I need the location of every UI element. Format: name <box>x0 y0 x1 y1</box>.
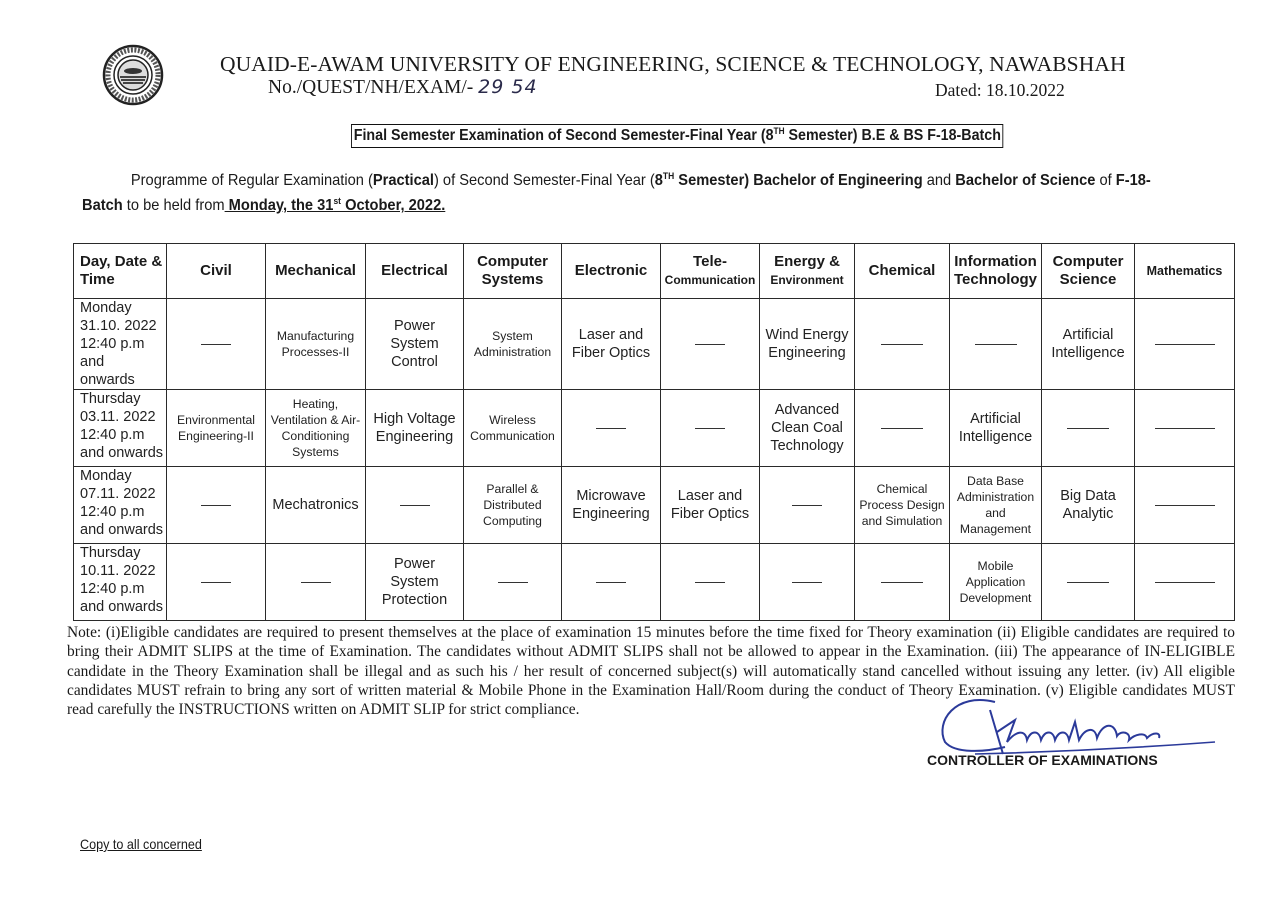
dash-placeholder <box>1067 428 1109 429</box>
column-header-sublabel: Communication <box>664 273 756 287</box>
exam-time: and onwards <box>80 599 164 615</box>
programme-text: ) of Second Semester-Final Year ( <box>433 172 655 189</box>
day-date-time-cell <box>74 299 167 390</box>
column-header-computer-science <box>1042 244 1135 299</box>
column-header-sublabel: Systems <box>481 271 544 288</box>
column-header-label: Computer <box>1052 253 1124 270</box>
day-name: Thursday <box>80 391 141 407</box>
dash-placeholder <box>201 505 231 506</box>
university-name: QUAID-E-AWAM UNIVERSITY OF ENGINEERING, SCIENCE & TECHNOLOGY, NAWABSHAH <box>220 52 1126 76</box>
empty-cell <box>1135 390 1235 467</box>
day-name: Monday <box>80 300 132 316</box>
dash-placeholder <box>301 582 331 583</box>
subject-cell: Parallel & Distributed Computing <box>464 467 562 544</box>
empty-cell <box>855 544 950 621</box>
column-header-label: Energy & <box>774 253 840 270</box>
column-header-label: Civil <box>200 262 232 279</box>
dash-placeholder <box>596 582 626 583</box>
exam-time: 12:40 p.m <box>80 504 145 520</box>
column-header-electronic <box>562 244 661 299</box>
column-header-label: Tele- <box>693 253 727 270</box>
signatory-title: CONTROLLER OF EXAMINATIONS <box>927 752 1158 768</box>
table-row <box>74 299 1235 390</box>
column-header-electrical <box>366 244 464 299</box>
programme-batch-label: Batch <box>82 197 123 214</box>
table-row <box>74 544 1235 621</box>
subject-cell: Power System Control <box>366 299 464 390</box>
exam-title <box>351 124 1004 148</box>
dash-placeholder <box>1155 344 1215 345</box>
column-header-chemical <box>855 244 950 299</box>
empty-cell <box>464 544 562 621</box>
column-header-sublabel: Science <box>1059 271 1117 288</box>
exam-date: 07.11. 2022 <box>80 486 156 502</box>
subject-cell: High Voltage Engineering <box>366 390 464 467</box>
empty-cell <box>562 544 661 621</box>
table-row <box>74 390 1235 467</box>
programme-semester-label: Semester) <box>674 172 750 189</box>
empty-cell <box>366 467 464 544</box>
subject-cell: Environmental Engineering-II <box>167 390 266 467</box>
empty-cell <box>167 544 266 621</box>
column-header-label: Electronic <box>574 262 648 279</box>
reference-number <box>268 76 538 99</box>
day-date-time-cell <box>74 390 167 467</box>
programme-batch: F-18- <box>1115 172 1151 189</box>
dash-placeholder <box>695 428 725 429</box>
empty-cell <box>1042 390 1135 467</box>
subject-cell: Wind Energy Engineering <box>760 299 855 390</box>
empty-cell <box>950 299 1042 390</box>
column-header-label: Mathematics <box>1146 264 1223 278</box>
dash-placeholder <box>498 582 528 583</box>
empty-cell <box>1135 467 1235 544</box>
subject-cell: System Administration <box>464 299 562 390</box>
empty-cell <box>1135 544 1235 621</box>
table-row <box>74 467 1235 544</box>
dash-placeholder <box>695 582 725 583</box>
subject-cell: Heating, Ventilation & Air-Conditioning Systems <box>266 390 366 467</box>
subject-cell: Chemical Process Design and Simulation <box>855 467 950 544</box>
empty-cell <box>1135 299 1235 390</box>
empty-cell <box>661 544 760 621</box>
empty-cell <box>167 467 266 544</box>
column-header-sublabel: Environment <box>770 273 844 287</box>
exam-date: 03.11. 2022 <box>80 409 156 425</box>
column-header-label: Day, Date & <box>80 253 163 270</box>
reference-number-handwritten: 29 54 <box>478 76 538 98</box>
subject-cell: Manufacturing Processes-II <box>266 299 366 390</box>
exam-date: 31.10. 2022 <box>80 318 157 334</box>
empty-cell <box>855 299 950 390</box>
column-header-mathematics <box>1135 244 1235 299</box>
dash-placeholder <box>1155 582 1215 583</box>
exam-title-part1: Final Semester Examination of Second Semester-Final Year (8 <box>353 127 774 144</box>
issue-date: Dated: 18.10.2022 <box>935 80 1065 100</box>
empty-cell <box>562 390 661 467</box>
empty-cell <box>760 544 855 621</box>
column-header-sublabel: Time <box>80 271 115 288</box>
notes-paragraph: Note: (i)Eligible candidates are required to present themselves at the place of examination 15 minutes before the time fixed for Theory examination (ii) Eligible candidates are required to bring their ADMIT SLIPS at the time of Examination. The candidates without ADMIT SLIPS shall not be allowed to appear in the Examination. (iii) The appearance of IN-ELIGIBLE candidate in the Theory Examination shall be illegal and as such his / her result of concerned subject(s) will automatically stand cancelled without issuing any letter. (iv) All eligible candidates MUST refrain to bring any sort of written material & Mobile Phone in the Examination Hall/Room during the conduct of Theory Examination. (v) Eligible candidates MUST read carefully the INSTRUCTIONS written on ADMIT SLIP for strict compliance. <box>67 624 1235 719</box>
dash-placeholder <box>881 582 923 583</box>
subject-cell: Power System Protection <box>366 544 464 621</box>
column-header-tele-communication <box>661 244 760 299</box>
subject-cell: Mobile Application Development <box>950 544 1042 621</box>
day-name: Monday <box>80 468 132 484</box>
dash-placeholder <box>792 505 822 506</box>
column-header-computer-systems <box>464 244 562 299</box>
dash-placeholder <box>1155 505 1215 506</box>
exam-time: 12:40 p.m <box>80 581 145 597</box>
subject-cell: Laser and Fiber Optics <box>661 467 760 544</box>
programme-start-month: October, 2022. <box>340 197 446 214</box>
empty-cell <box>266 544 366 621</box>
subject-cell: Data Base Administration and Management <box>950 467 1042 544</box>
subject-cell: Wireless Communication <box>464 390 562 467</box>
dash-placeholder <box>201 582 231 583</box>
programme-text: of <box>1095 172 1116 189</box>
empty-cell <box>1042 544 1135 621</box>
programme-sup: TH <box>662 171 675 181</box>
column-header-label: Electrical <box>381 262 448 279</box>
exam-time: and onwards <box>80 445 164 461</box>
column-header-energy-environment <box>760 244 855 299</box>
dash-placeholder <box>881 428 923 429</box>
dash-placeholder <box>975 344 1017 345</box>
exam-title-sup: TH <box>773 126 785 136</box>
subject-cell: Big Data Analytic <box>1042 467 1135 544</box>
subject-cell: Microwave Engineering <box>562 467 661 544</box>
programme-semester: 8 <box>654 172 663 189</box>
dash-placeholder <box>881 344 923 345</box>
day-date-time-cell <box>74 467 167 544</box>
dash-placeholder <box>1155 428 1215 429</box>
column-header-mechanical <box>266 244 366 299</box>
table-header-row <box>74 244 1235 299</box>
dash-placeholder <box>400 505 430 506</box>
programme-date-sup: st <box>333 196 341 206</box>
programme-bs: Bachelor of Science <box>955 172 1096 189</box>
exam-time: and onwards <box>80 522 164 538</box>
dash-placeholder <box>1067 582 1109 583</box>
programme-be: Bachelor of Engineering <box>749 172 923 189</box>
empty-cell <box>760 467 855 544</box>
column-header-information-technology <box>950 244 1042 299</box>
exam-date: 10.11. 2022 <box>80 563 156 579</box>
subject-cell: Advanced Clean Coal Technology <box>760 390 855 467</box>
subject-cell: Artificial Intelligence <box>1042 299 1135 390</box>
university-seal-icon <box>102 44 164 106</box>
day-date-time-cell <box>74 544 167 621</box>
programme-start-date: Monday, the 31 <box>224 197 334 214</box>
column-header-day-date-time <box>74 244 167 299</box>
column-header-label: Computer <box>477 253 548 270</box>
exam-time: 12:40 p.m and <box>80 336 145 370</box>
programme-practical: Practical <box>372 172 434 189</box>
column-header-label: Chemical <box>868 262 936 279</box>
dash-placeholder <box>596 428 626 429</box>
empty-cell <box>855 390 950 467</box>
reference-prefix: No./QUEST/NH/EXAM/- <box>268 77 474 98</box>
empty-cell <box>661 390 760 467</box>
empty-cell <box>167 299 266 390</box>
dash-placeholder <box>695 344 725 345</box>
subject-cell: Mechatronics <box>266 467 366 544</box>
column-header-sublabel: Technology <box>953 271 1038 288</box>
column-header-label: Mechanical <box>275 262 356 279</box>
column-header-civil <box>167 244 266 299</box>
exam-title-part2: Semester) B.E & BS F-18-Batch <box>784 127 1001 144</box>
column-header-label: Information <box>954 253 1037 270</box>
programme-text: to be held from <box>122 197 225 214</box>
empty-cell <box>661 299 760 390</box>
dash-placeholder <box>201 344 231 345</box>
exam-time: 12:40 p.m <box>80 427 145 443</box>
exam-schedule-table <box>73 243 1235 621</box>
programme-paragraph <box>82 166 1234 216</box>
dash-placeholder <box>792 582 822 583</box>
programme-text: and <box>922 172 956 189</box>
day-name: Thursday <box>80 545 141 561</box>
programme-text: Programme of Regular Examination ( <box>130 172 373 189</box>
copy-to-all-concerned: Copy to all concerned <box>80 836 202 852</box>
exam-time: onwards <box>80 372 135 388</box>
subject-cell: Artificial Intelligence <box>950 390 1042 467</box>
subject-cell: Laser and Fiber Optics <box>562 299 661 390</box>
